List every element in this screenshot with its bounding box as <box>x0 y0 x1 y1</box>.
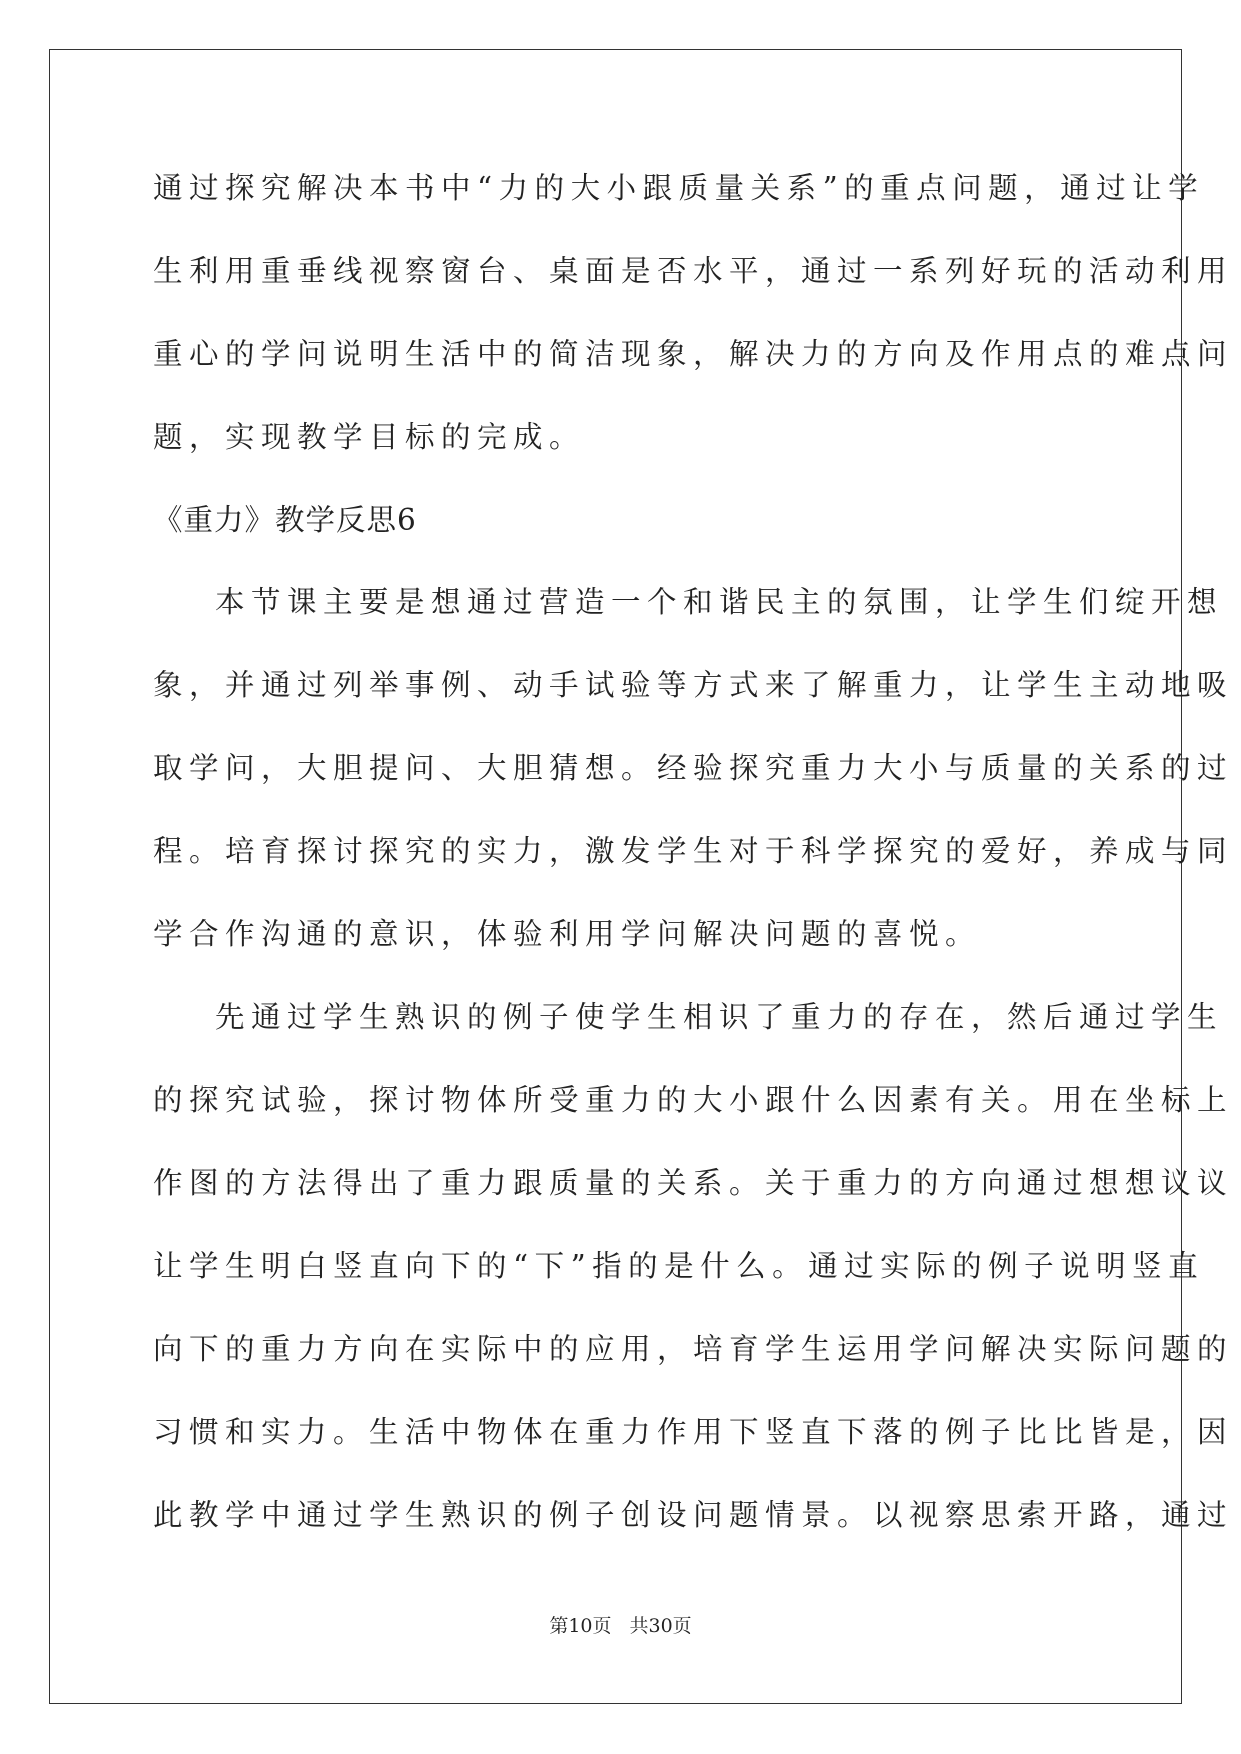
text-line: 让学生明白竖直向下的“下”指的是什么。通过实际的例子说明竖直 <box>153 1249 1205 1283</box>
text-line: 此教学中通过学生熟识的例子创设问题情景。以视察思索开路，通过 <box>153 1498 1234 1532</box>
page-number-total: 共30页 <box>629 1615 692 1637</box>
text-line: 本节课主要是想通过营造一个和谐民主的氛围，让学生们绽开想 <box>215 585 1224 619</box>
paragraph-3 <box>153 989 1234 1570</box>
paragraph-2 <box>153 574 1234 989</box>
document-body <box>153 160 1234 1570</box>
section-heading: 《重力》教学反思6 <box>153 503 417 537</box>
text-line: 向下的重力方向在实际中的应用，培育学生运用学问解决实际问题的 <box>153 1332 1234 1366</box>
text-line: 重心的学问说明生活中的简洁现象，解决力的方向及作用点的难点问 <box>153 337 1234 371</box>
text-line: 学合作沟通的意识，体验利用学问解决问题的喜悦。 <box>153 917 982 951</box>
text-line: 作图的方法得出了重力跟质量的关系。关于重力的方向通过想想议议 <box>153 1166 1234 1200</box>
text-line: 取学问，大胆提问、大胆猜想。经验探究重力大小与质量的关系的过 <box>153 751 1234 785</box>
paragraph-1 <box>153 160 1234 492</box>
page-number-current: 第10页 <box>549 1615 612 1637</box>
text-line: 题，实现教学目标的完成。 <box>153 420 586 454</box>
text-line: 的探究试验，探讨物体所受重力的大小跟什么因素有关。用在坐标上 <box>153 1083 1234 1117</box>
text-line: 象，并通过列举事例、动手试验等方式来了解重力，让学生主动地吸 <box>153 668 1234 702</box>
text-line: 生利用重垂线视察窗台、桌面是否水平，通过一系列好玩的活动利用 <box>153 254 1234 288</box>
text-line: 程。培育探讨探究的实力，激发学生对于科学探究的爱好，养成与同 <box>153 834 1234 868</box>
text-line: 先通过学生熟识的例子使学生相识了重力的存在，然后通过学生 <box>215 1000 1224 1034</box>
page-footer <box>0 1611 1241 1638</box>
text-line: 习惯和实力。生活中物体在重力作用下竖直下落的例子比比皆是，因 <box>153 1415 1234 1449</box>
text-line: 通过探究解决本书中“力的大小跟质量关系”的重点问题，通过让学 <box>153 171 1205 205</box>
